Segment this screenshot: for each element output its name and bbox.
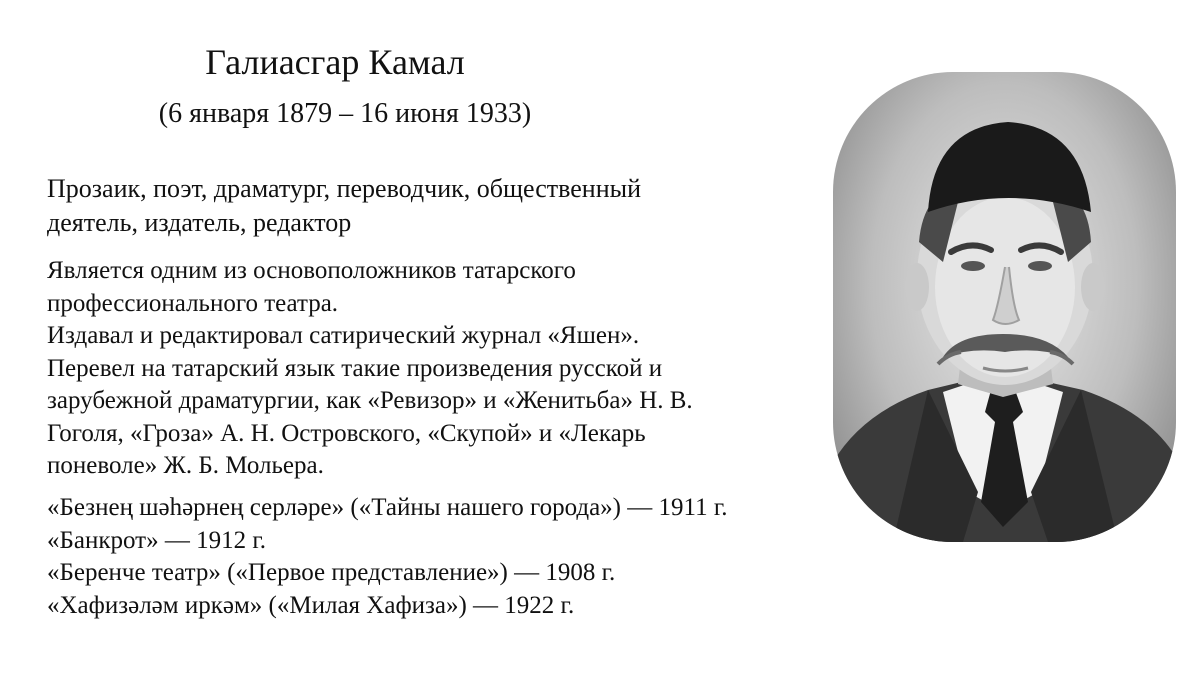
works-list (47, 492, 817, 622)
biography-text (47, 255, 817, 483)
text-line: Издавал и редактировал сатирический журнал «Яшен». (47, 322, 640, 349)
text-line: Прозаик, поэт, драматург, переводчик, общественный (47, 174, 642, 203)
portrait-illustration (833, 72, 1176, 542)
text-line: профессионального театра. (47, 289, 339, 317)
text-line: деятель, издатель, редактор (47, 208, 352, 237)
text-line: зарубежной драматургии, как «Ревизор» и «Женитьба» Н. В. (47, 387, 693, 414)
text-line: Гоголя, «Гроза» А. Н. Островского, «Скупой» и «Лекарь (47, 419, 646, 447)
text-line: Перевел на татарский язык такие произведения русской и (47, 354, 663, 382)
work-item: «Беренче театр» («Первое представление») — 1908 г. (47, 559, 616, 586)
text-line: Является одним из основоположников татарского (47, 257, 576, 284)
page-title: Галиасгар Камал (205, 42, 465, 82)
work-item: «Банкрот» — 1912 г. (47, 526, 267, 554)
life-dates: (6 января 1879 – 16 июня 1933) (158, 98, 532, 129)
occupation-text (47, 172, 817, 240)
text-line: поневоле» Ж. Б. Мольера. (47, 452, 324, 479)
portrait-photo (833, 72, 1176, 542)
work-item: «Хафизәләм иркәм» («Милая Хафиза») — 1922 г. (47, 591, 575, 619)
work-item: «Безнең шәһәрнең серләре» («Тайны нашего города») — 1911 г. (47, 494, 728, 521)
